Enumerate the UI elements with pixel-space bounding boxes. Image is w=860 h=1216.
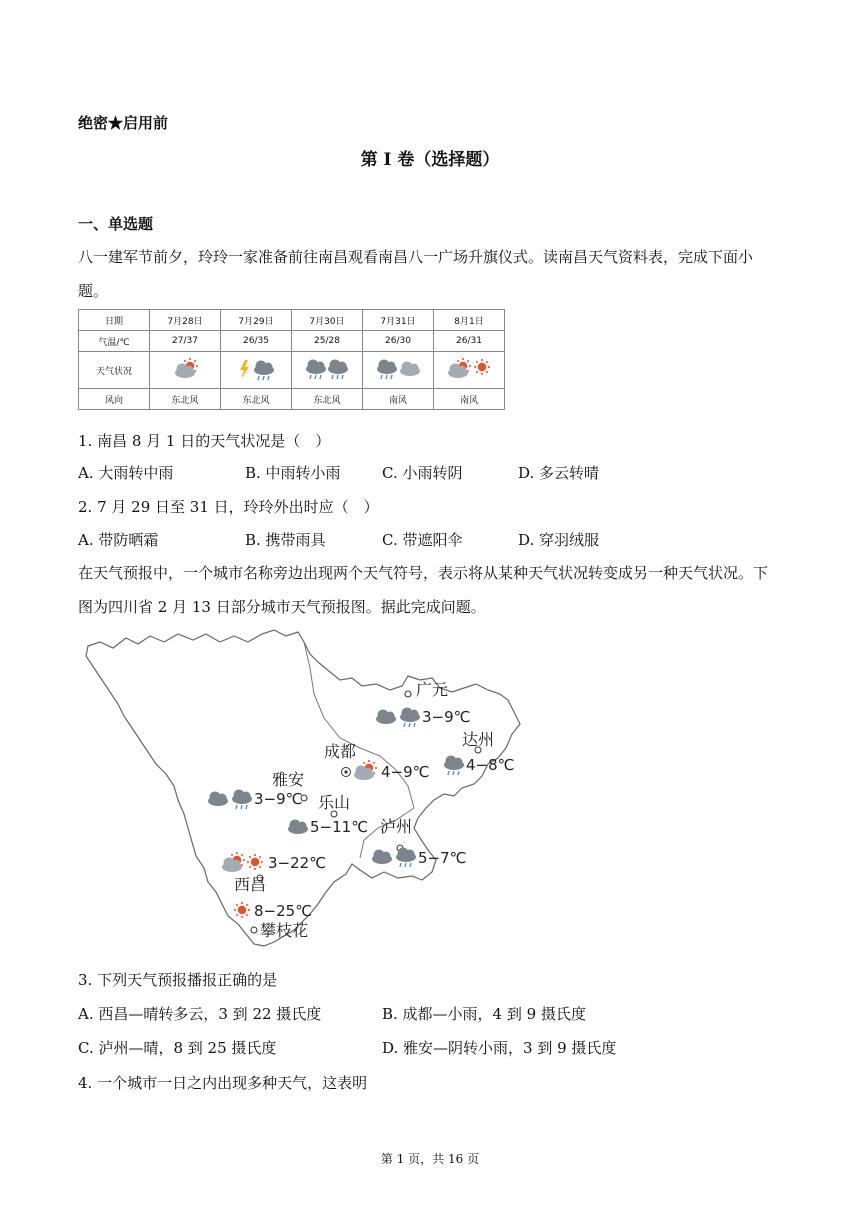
table-row — [79, 352, 505, 389]
date-cell: 7月29日 — [221, 310, 292, 331]
intro-line: 图为四川省 2 月 13 日部分城市天气预报图。据此完成问题。 — [78, 598, 486, 616]
rain-icon — [444, 756, 464, 776]
weather-table — [78, 309, 505, 410]
rain-cloud-icon — [373, 354, 423, 384]
cloud-sun-icon — [222, 852, 245, 872]
rain-icon — [232, 790, 252, 810]
cloud-icon — [208, 792, 228, 807]
question-4-stem: 4. 一个城市一日之内出现多种天气，这表明 — [78, 1074, 368, 1092]
rain-icon — [396, 848, 416, 868]
q1-option-c[interactable]: C. 小雨转阴 — [382, 464, 463, 482]
yaan-marker — [208, 770, 307, 809]
q1-option-b[interactable]: B. 中雨转小雨 — [245, 464, 341, 482]
rain-icon — [400, 708, 420, 728]
intro-line: 八一建军节前夕，玲玲一家准备前往南昌观看南昌八一广场升旗仪式。读南昌天气资料表，完成下面小 — [78, 248, 754, 266]
cloud-icon — [288, 820, 308, 835]
city-label-leshan: 乐山 — [318, 793, 351, 812]
weather-cell — [292, 352, 363, 389]
temp-cell: 26/31 — [434, 331, 505, 352]
table-row — [79, 389, 505, 410]
city-label-guangyuan: 广元 — [416, 680, 449, 699]
cloud-icon — [372, 850, 392, 865]
xichang-marker — [222, 852, 326, 894]
question-1-stem: 1. 南昌 8 月 1 日的天气状况是（ ） — [78, 432, 331, 450]
wind-cell: 南风 — [363, 389, 434, 410]
date-cell: 7月28日 — [150, 310, 221, 331]
q2-option-a[interactable]: A. 带防晒霜 — [78, 531, 159, 549]
wind-cell: 东北风 — [221, 389, 292, 410]
city-label-dazhou: 达州 — [462, 730, 495, 749]
question-3-stem: 3. 下列天气预报播报正确的是 — [78, 971, 278, 989]
row-label: 风向 — [79, 389, 150, 410]
intro-paragraph-2 — [78, 556, 768, 624]
city-label-xichang: 西昌 — [234, 875, 267, 894]
temp-label-yaan: 3−9℃ — [254, 790, 303, 808]
weather-cell — [221, 352, 292, 389]
cloud-icon — [376, 710, 396, 725]
wind-cell: 东北风 — [150, 389, 221, 410]
row-label: 气温/℃ — [79, 331, 150, 352]
intro-line: 题。 — [78, 282, 109, 300]
guangyuan-marker — [376, 680, 471, 727]
lightning-rain-icon — [231, 354, 281, 384]
q1-option-a[interactable]: A. 大雨转中雨 — [78, 464, 174, 482]
q3-option-d[interactable]: D. 雅安—阴转小雨，3 到 9 摄氏度 — [382, 1039, 617, 1057]
dazhou-marker — [444, 730, 515, 775]
temp-label-leshan: 5−11℃ — [310, 818, 369, 836]
q1-option-d[interactable]: D. 多云转晴 — [518, 464, 600, 482]
q2-option-d[interactable]: D. 穿羽绒服 — [518, 531, 600, 549]
rain-rain-icon — [302, 354, 352, 384]
cloud-sun-sun-icon — [444, 354, 494, 384]
q2-option-b[interactable]: B. 携带雨具 — [245, 531, 326, 549]
row-label: 天气状况 — [79, 352, 150, 389]
wind-cell: 南风 — [434, 389, 505, 410]
sun-icon — [247, 854, 263, 870]
city-label-yaan: 雅安 — [272, 770, 305, 789]
q3-option-c[interactable]: C. 泸州—晴，8 到 25 摄氏度 — [78, 1039, 277, 1057]
question-2-stem: 2. 7 月 29 日至 31 日，玲玲外出时应（ ） — [78, 498, 379, 516]
weather-cell — [363, 352, 434, 389]
section-heading: 一、单选题 — [78, 215, 154, 233]
sun-icon — [234, 902, 250, 918]
q2-option-c[interactable]: C. 带遮阳伞 — [382, 531, 463, 549]
date-cell: 7月30日 — [292, 310, 363, 331]
q3-option-b[interactable]: B. 成都—小雨，4 到 9 摄氏度 — [382, 1005, 586, 1023]
table-row — [79, 310, 505, 331]
q3-option-a[interactable]: A. 西昌—晴转多云，3 到 22 摄氏度 — [78, 1005, 322, 1023]
temp-label-guangyuan: 3−9℃ — [422, 708, 471, 726]
map-svg — [78, 628, 528, 953]
temp-label-panzhihua: 8−25℃ — [254, 902, 313, 920]
temp-cell: 27/37 — [150, 331, 221, 352]
page-title: 第 I 卷（选择题） — [360, 150, 500, 170]
city-label-chengdu: 成都 — [324, 742, 357, 761]
temp-cell: 26/35 — [221, 331, 292, 352]
weather-cell — [150, 352, 221, 389]
temp-cell: 26/30 — [363, 331, 434, 352]
temp-label-chengdu: 4−9℃ — [381, 763, 430, 781]
city-label-luzhou: 泸州 — [380, 817, 413, 836]
date-cell: 7月31日 — [363, 310, 434, 331]
page-footer: 第 1 页，共 16 页 — [380, 1152, 480, 1166]
city-label-panzhihua: 攀枝花 — [260, 921, 309, 940]
temp-label-dazhou: 4−8℃ — [466, 756, 515, 774]
chengdu-marker — [324, 742, 430, 781]
sichuan-weather-map — [78, 628, 528, 953]
temp-cell: 25/28 — [292, 331, 363, 352]
temp-label-xichang: 3−22℃ — [268, 854, 327, 872]
temp-label-luzhou: 5−7℃ — [418, 849, 467, 867]
row-label: 日期 — [79, 310, 150, 331]
table-row — [79, 331, 505, 352]
weather-cell — [434, 352, 505, 389]
intro-paragraph-1 — [78, 240, 753, 308]
date-cell: 8月1日 — [434, 310, 505, 331]
intro-line: 在天气预报中，一个城市名称旁边出现两个天气符号，表示将从某种天气状况转变成另一种天气状况。下 — [78, 564, 769, 582]
wind-cell: 东北风 — [292, 389, 363, 410]
inner-border — [304, 642, 414, 808]
cloud-sun-icon — [354, 760, 377, 780]
cloud-sun-icon — [160, 354, 210, 384]
luzhou-marker — [372, 817, 467, 867]
confidential-label: 绝密★启用前 — [78, 114, 169, 132]
